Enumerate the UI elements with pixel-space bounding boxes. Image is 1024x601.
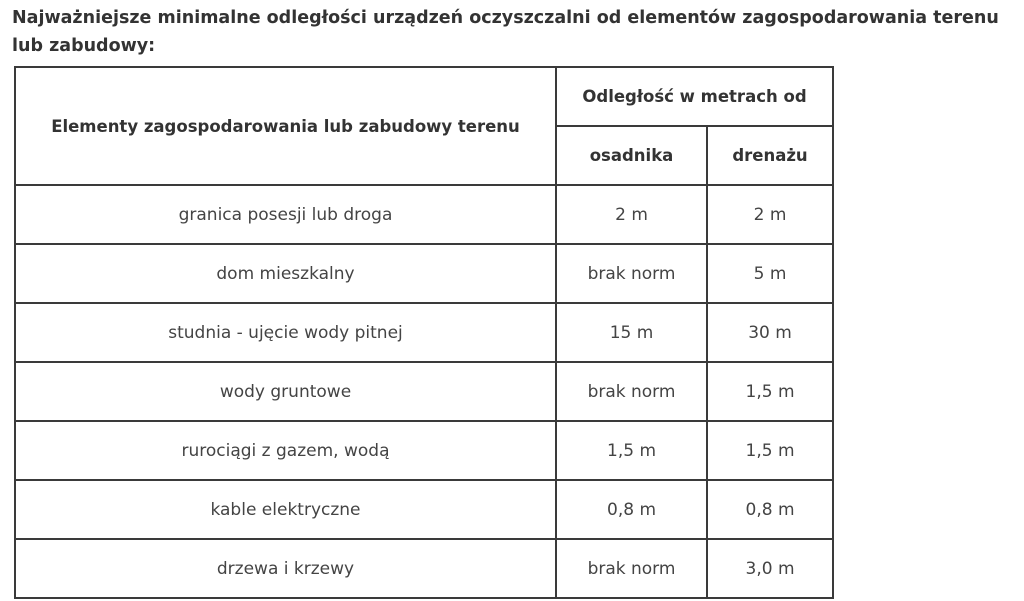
cell-drenaz: 1,5 m (707, 421, 833, 480)
cell-drenaz: 30 m (707, 303, 833, 362)
cell-osadnik: brak norm (556, 362, 707, 421)
cell-drenaz: 1,5 m (707, 362, 833, 421)
table-row (15, 362, 833, 421)
table-row (15, 185, 833, 244)
header-osadnik: osadnika (556, 126, 707, 185)
page-heading: Najważniejsze minimalne odległości urządzeń oczyszczalni od elementów zagospodarowania terenu lub zabudowy: (12, 8, 999, 56)
cell-osadnik: brak norm (556, 244, 707, 303)
cell-drenaz: 3,0 m (707, 539, 833, 598)
header-element: Elementy zagospodarowania lub zabudowy terenu (15, 67, 556, 185)
cell-drenaz: 2 m (707, 185, 833, 244)
cell-element: rurociągi z gazem, wodą (15, 421, 556, 480)
cell-element: studnia - ujęcie wody pitnej (15, 303, 556, 362)
distances-table (14, 66, 834, 599)
cell-osadnik: 15 m (556, 303, 707, 362)
header-distance-group: Odległość w metrach od (556, 67, 833, 126)
table-row (15, 244, 833, 303)
cell-drenaz: 5 m (707, 244, 833, 303)
table-row (15, 421, 833, 480)
cell-element: dom mieszkalny (15, 244, 556, 303)
table-row (15, 303, 833, 362)
cell-element: kable elektryczne (15, 480, 556, 539)
cell-element: granica posesji lub droga (15, 185, 556, 244)
cell-element: drzewa i krzewy (15, 539, 556, 598)
cell-drenaz: 0,8 m (707, 480, 833, 539)
table-row (15, 539, 833, 598)
cell-osadnik: 1,5 m (556, 421, 707, 480)
cell-osadnik: brak norm (556, 539, 707, 598)
cell-osadnik: 2 m (556, 185, 707, 244)
table-header-row (15, 67, 833, 126)
header-drenaz: drenażu (707, 126, 833, 185)
table-row (15, 480, 833, 539)
cell-osadnik: 0,8 m (556, 480, 707, 539)
cell-element: wody gruntowe (15, 362, 556, 421)
